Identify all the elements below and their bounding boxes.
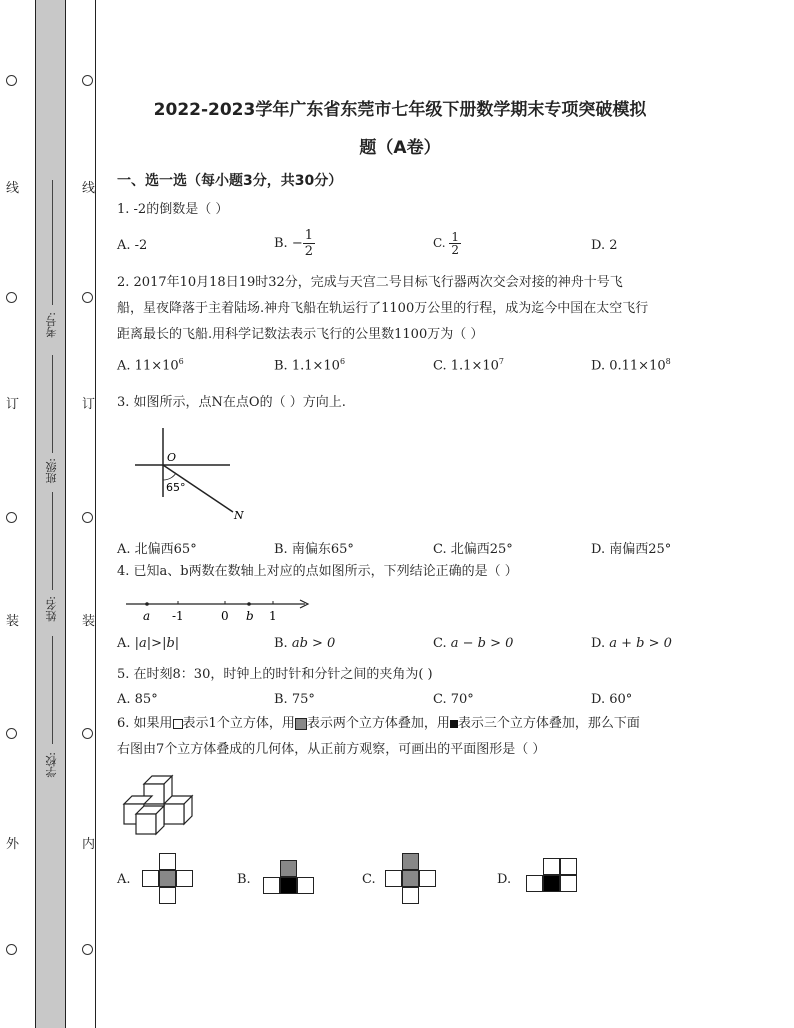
page-title-line2: 题（A卷）: [359, 138, 441, 158]
margin-char: 装: [6, 614, 20, 629]
binding-hole: [6, 728, 17, 739]
binding-hole: [82, 944, 93, 955]
label-a: a: [143, 609, 151, 623]
question-5-stem: 5. 在时刻8：30，时钟上的时针和分针之间的夹角为( ): [117, 667, 433, 682]
double-cube-symbol: [295, 718, 307, 730]
q2-option-b[interactable]: B. $1.1\times 10^6$: [274, 357, 346, 374]
label-n: N: [234, 509, 244, 522]
binding-hole: [6, 292, 17, 303]
binding-line-left: [35, 0, 36, 1028]
q2-option-c[interactable]: C. $1.1\times 10^7$: [433, 357, 504, 374]
q3-option-d[interactable]: D. 南偏西25°: [591, 542, 672, 557]
name-label: 姓名:: [45, 596, 58, 622]
question-2-stem: 2. 2017年10月18日19时32分，完成与天宫二号目标飞行器两次交会对接的神舟十号飞 船，星夜降落于主着陆场.神舟飞船在轨运行了1100万公里的行程，成为迄今中国在太空飞行 距离最长的飞船.用科学记数法表示飞行的公里数1100万为（ ）: [117, 275, 649, 342]
q2-option-a[interactable]: A. $11\times 10^6$: [117, 357, 184, 374]
q5-option-a[interactable]: A. 85°: [117, 692, 158, 707]
class-label: 班级:: [45, 458, 58, 484]
inner-binding-line: [95, 0, 96, 1028]
margin-char: 线: [82, 181, 96, 196]
margin-char: 装: [82, 614, 96, 629]
q6-option-a[interactable]: A.: [117, 872, 131, 887]
binding-hole: [82, 292, 93, 303]
margin-char: 线: [6, 181, 20, 196]
margin-char: 订: [82, 397, 96, 412]
q3-option-c[interactable]: C. 北偏西25°: [433, 542, 513, 557]
q1-option-a[interactable]: A. -2: [117, 238, 148, 253]
label-one: 1: [269, 609, 277, 623]
q6-option-d[interactable]: D.: [497, 872, 512, 887]
exam-number-label: 考号:: [45, 312, 58, 338]
fraction: $\frac{1}{2}$: [451, 230, 460, 257]
binding-hole: [6, 944, 17, 955]
q3-option-a[interactable]: A. 北偏西65°: [117, 542, 197, 557]
fraction: $\frac{1}{2}$: [304, 228, 314, 259]
label-o: O: [167, 451, 177, 464]
question-3-stem: 3. 如图所示，点N在点O的（ ）方向上.: [117, 395, 346, 410]
q4-option-b[interactable]: B. ab > 0: [274, 636, 336, 651]
binding-hole: [6, 75, 17, 86]
q4-option-a[interactable]: A. |a|>|b|: [117, 636, 180, 651]
q4-option-c[interactable]: C. a − b > 0: [433, 636, 514, 651]
q1-option-c[interactable]: C. $\frac{1}{2}$: [433, 230, 460, 257]
margin-char: 订: [6, 397, 20, 412]
margin-char: 内: [82, 837, 96, 852]
page-title: 2022-2023学年广东省东莞市七年级下册数学期末专项突破模拟: [153, 100, 647, 120]
binding-hole: [6, 512, 17, 523]
margin-char: 外: [6, 837, 20, 852]
label-b: b: [246, 609, 254, 623]
label-angle: 65°: [166, 481, 186, 494]
q5-option-d[interactable]: D. 60°: [591, 692, 633, 707]
school-field[interactable]: [52, 636, 53, 744]
q5-option-b[interactable]: B. 75°: [274, 692, 315, 707]
direction-figure: [130, 425, 255, 525]
question-6-stem: 6. 如果用 表示1个立方体，用 表示两个立方体叠加，用 表示三个立方体叠加，那么下面 右图由7个立方体叠成的几何体，从正前方观察，可画出的平面图形是（ ）: [117, 716, 640, 757]
label-zero: 0: [221, 609, 229, 623]
q4-option-d[interactable]: D. a + b > 0: [591, 636, 672, 651]
binding-line-right: [65, 0, 66, 1028]
school-label: 学校:: [45, 752, 58, 778]
q2-option-d[interactable]: D. $0.11\times 10^8$: [591, 357, 671, 374]
triple-cube-symbol: [450, 720, 458, 728]
binding-hole: [82, 728, 93, 739]
label-neg1: -1: [172, 609, 184, 623]
cube-stack-figure: [118, 772, 198, 838]
point-b: [247, 602, 251, 606]
binding-band: [35, 0, 65, 1028]
question-4-stem: 4. 已知a、b两数在数轴上对应的点如图所示，下列结论正确的是（ ）: [117, 564, 518, 579]
q5-option-c[interactable]: C. 70°: [433, 692, 474, 707]
q1-option-d[interactable]: D. 2: [591, 238, 618, 253]
name-field[interactable]: [52, 492, 53, 590]
angle-arc: [163, 473, 176, 480]
binding-hole: [82, 75, 93, 86]
question-1-stem: 1. -2的倒数是（ ）: [117, 202, 229, 217]
q1-option-b[interactable]: B. − $\frac{1}{2}$: [274, 228, 314, 259]
q6-option-c[interactable]: C.: [362, 872, 376, 887]
class-field[interactable]: [52, 355, 53, 453]
point-a: [145, 602, 149, 606]
number-line: [120, 593, 320, 625]
single-cube-symbol: [173, 719, 183, 729]
q3-option-b[interactable]: B. 南偏东65°: [274, 542, 354, 557]
section-heading: 一、选一选（每小题3分，共30分）: [117, 173, 343, 189]
exam-number-field[interactable]: [52, 180, 53, 305]
binding-hole: [82, 512, 93, 523]
q6-option-b[interactable]: B.: [237, 872, 251, 887]
